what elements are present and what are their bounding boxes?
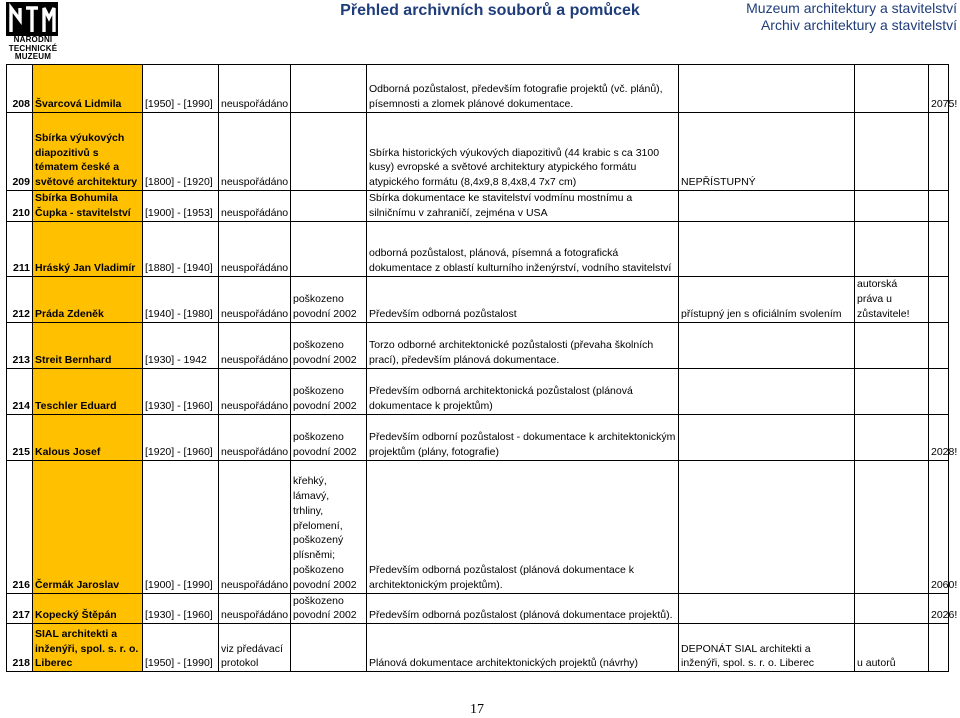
date-range: [1930] - 1942 [143,322,219,368]
damage-note [291,593,367,624]
description: Především odborná pozůstalost [367,276,679,322]
damage-note [291,368,367,414]
date-range: [1930] - [1960] [143,368,219,414]
row-number: 217 [7,593,33,624]
date-range: [1900] - [1990] [143,460,219,593]
row-number: 214 [7,368,33,414]
damage-note [291,322,367,368]
table-row [7,624,949,672]
access-note [679,221,855,276]
fonds-name-line: Švarcová Lidmila [35,98,122,111]
processing-state: neuspořádáno [219,276,291,322]
damage-line: křehký, [293,475,327,488]
row-number: 218 [7,624,33,672]
processing-state: neuspořádáno [219,460,291,593]
inventory-number: 2026! [929,593,949,624]
damage-note [291,414,367,460]
access-note [679,593,855,624]
damage-note [291,276,367,322]
damage-line: povodní 2002 [293,445,357,458]
row-number: 208 [7,65,33,113]
fonds-name [33,65,143,113]
ntm-logo [2,2,64,61]
fonds-name-line: Sbírka Bohumila [35,192,118,204]
logo-line: NÁRODNÍ [13,35,53,44]
remark [855,113,929,191]
date-range: [1950] - [1990] [143,624,219,672]
fonds-name-line: Sbírka výukových [35,131,125,144]
fonds-name-line: Hráský Jan Vladimír [35,261,136,274]
fonds-name [33,191,143,222]
damage-line: poškozeno [293,293,344,305]
access-note [679,414,855,460]
damage-line: poškozeno [293,594,344,607]
row-number: 209 [7,113,33,191]
processing-state: neuspořádáno [219,414,291,460]
description: Odborná pozůstalost, především fotografie projektů (vč. plánů), písemnosti a zlomek plánové dokumentace. [367,65,679,113]
access-note [679,65,855,113]
table-row [7,322,949,368]
description: Především odborní pozůstalost - dokumentace k architektonickým projektům (plány, fotografie) [367,414,679,460]
date-range: [1800] - [1920] [143,113,219,191]
damage-line: povodní 2002 [293,609,357,622]
damage-note [291,65,367,113]
fonds-name [33,593,143,624]
remark [855,191,929,222]
inventory-number [929,221,949,276]
damage-line: přelomení, [293,519,343,532]
page-number: 17 [470,702,484,717]
inventory-number: 2060! [929,460,949,593]
access-note: přístupný jen s oficiálním svolením [679,276,855,322]
damage-line: povodní 2002 [293,578,357,591]
org-line-2: Archiv architektury a stavitelství [760,17,957,33]
fonds-name-line: Práda Zdeněk [35,307,104,320]
fonds-name-line: Streit Bernhard [35,353,112,366]
table-row [7,191,949,222]
fonds-name-line: SIAL architekti a [35,627,118,640]
table-row [7,460,949,593]
row-number: 213 [7,322,33,368]
damage-line: poškozeno [293,339,344,351]
table-row [7,65,949,113]
row-number: 216 [7,460,33,593]
access-note: NEPŘÍSTUPNÝ [679,113,855,191]
fonds-name [33,113,143,191]
fonds-name [33,460,143,593]
damage-line: trhliny, [293,504,324,517]
fonds-name [33,322,143,368]
damage-note [291,113,367,191]
fonds-name [33,221,143,276]
damage-line: poškozeno [293,564,344,576]
table-row [7,414,949,460]
remark [855,414,929,460]
processing-state: neuspořádáno [219,322,291,368]
processing-state: neuspořádáno [219,593,291,624]
damage-note [291,460,367,593]
description: Sbírka dokumentace ke stavitelství vodmínu mostnímu a silničnímu v zahraničí, zejména v USA [367,191,679,222]
logo-line: TECHNICKÉ [8,43,58,53]
inventory-number [929,624,949,672]
description: Plánová dokumentace architektonických projektů (návrhy) [367,624,679,672]
access-note [679,368,855,414]
table-row [7,368,949,414]
remark [855,368,929,414]
fonds-name-line: Teschler Eduard [35,399,117,412]
damage-line: poškozený [293,534,344,547]
remark [855,460,929,593]
description: odborná pozůstalost, plánová, písemná a fotografická dokumentace z oblastí kulturního inženýrství, vodního stavitelství [367,221,679,276]
remark: autorská práva u zůstavitele! [855,276,929,322]
damage-line: povodní 2002 [293,353,357,366]
damage-note [291,191,367,222]
inventory-number [929,322,949,368]
remark: u autorů [855,624,929,672]
damage-line: plísněmi; [293,549,336,562]
date-range: [1900] - [1953] [143,191,219,222]
processing-state: neuspořádáno [219,368,291,414]
fonds-name-line: Čermák Jaroslav [35,578,120,591]
row-number: 210 [7,191,33,222]
inventory-number [929,191,949,222]
fonds-name-line: Kopecký Štěpán [35,609,117,622]
archive-table [6,64,958,672]
remark [855,322,929,368]
date-range: [1930] - [1960] [143,593,219,624]
processing-state: neuspořádáno [219,191,291,222]
logo-text [2,36,64,62]
description: Především odborná architektonická pozůstalost (plánová dokumentace k projektům) [367,368,679,414]
access-note [679,460,855,593]
access-note [679,322,855,368]
description: Především odborná pozůstalost (plánová dokumentace projektů). [367,593,679,624]
table-row [7,593,949,624]
fonds-name-line: Čupka - stavitelství [35,206,131,219]
processing-state: neuspořádáno [219,221,291,276]
row-number: 215 [7,414,33,460]
table-row [7,221,949,276]
remark [855,221,929,276]
processing-state: neuspořádáno [219,113,291,191]
fonds-name-line: diapozitivů s [35,146,99,159]
date-range: [1950] - [1990] [143,65,219,113]
damage-note [291,221,367,276]
processing-state: viz předávací protokol [219,624,291,672]
inventory-number: 2075! [929,65,949,113]
row-number: 211 [7,221,33,276]
fonds-name [33,368,143,414]
fonds-name [33,414,143,460]
damage-note [291,624,367,672]
logo-line: MUZEUM [14,52,52,61]
description: Především odborná pozůstalost (plánová dokumentace k architektonickým projektům). [367,460,679,593]
damage-line: poškozeno [293,431,344,443]
remark [855,65,929,113]
damage-line: povodní 2002 [293,399,357,412]
fonds-name-line: Kalous Josef [35,445,101,458]
fonds-name-line: inženýři, spol. s. r. o. [35,642,139,655]
access-note [679,191,855,222]
fonds-name-line: světové architektury [35,176,138,189]
organization [746,0,957,34]
date-range: [1880] - [1940] [143,221,219,276]
inventory-number [929,113,949,191]
fonds-name [33,276,143,322]
fonds-name-line: Liberec [35,657,73,670]
processing-state: neuspořádáno [219,65,291,113]
remark [855,593,929,624]
date-range: [1920] - [1960] [143,414,219,460]
table-row [7,276,949,322]
inventory-number [929,276,949,322]
document-title: Přehled archivních souborů a pomůcek [340,2,640,19]
access-note: DEPONÁT SIAL architekti a inženýři, spol. s. r. o. Liberec [679,624,855,672]
date-range: [1940] - [1980] [143,276,219,322]
inventory-number [929,368,949,414]
org-line-1: Muzeum architektury a stavitelství [746,0,957,16]
fonds-name [33,624,143,672]
ntm-logo-icon [6,2,58,36]
fonds-name-line: tématem české a [35,161,120,174]
inventory-number: 2028! [929,414,949,460]
row-number: 212 [7,276,33,322]
description: Torzo odborné architektonické pozůstalosti (převaha školních prací), především plánová dokumentace. [367,322,679,368]
description: Sbírka historických výukových diapozitivů (44 krabic s ca 3100 kusy) evropské a světové architektury atypického formátu atypického formátu (8,4x9,8 8,4x8,4 7x7 cm) [367,113,679,191]
damage-line: poškozeno [293,385,344,397]
damage-line: lámavý, [293,490,330,503]
damage-line: povodní 2002 [293,307,357,320]
table-row [7,113,949,191]
